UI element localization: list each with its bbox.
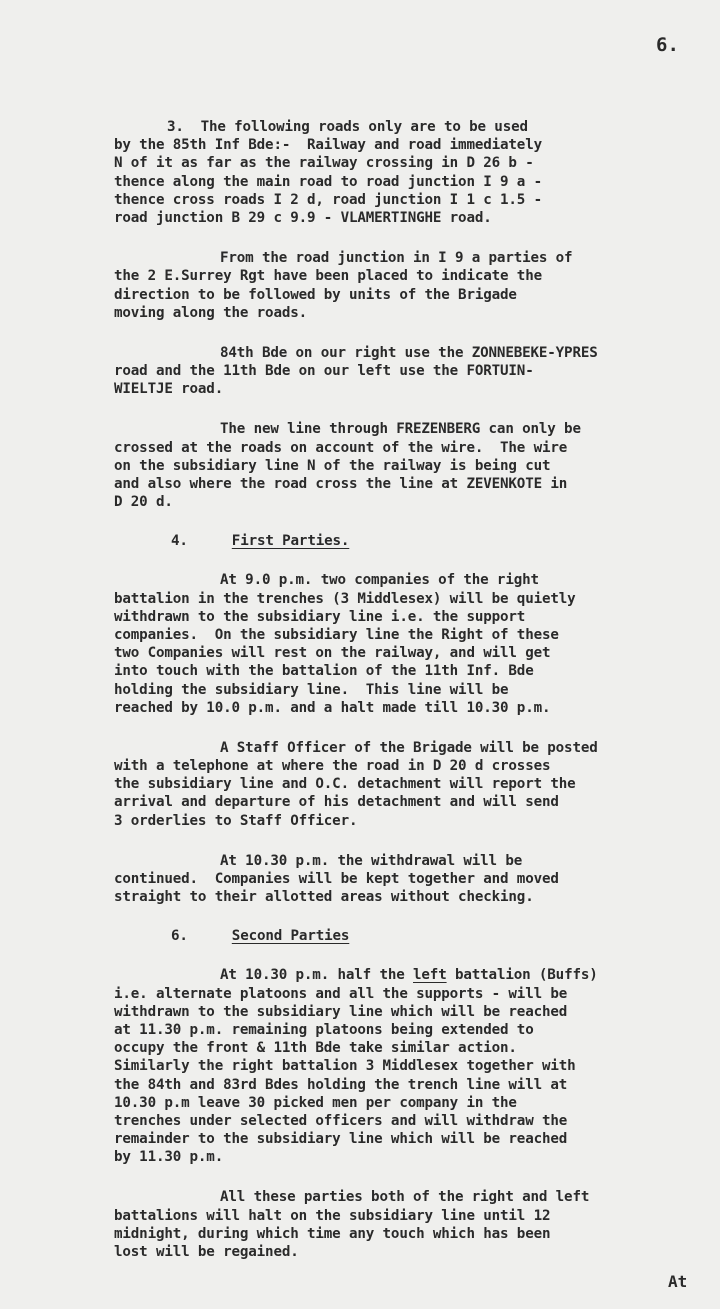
footer-catchword: At <box>668 1272 688 1291</box>
text-line: A Staff Officer of the Brigade will be posted <box>220 739 598 756</box>
text-line: All these parties both of the right and left <box>220 1189 590 1206</box>
text-line: At 10.30 p.m. half the left battalion (Buffs) <box>220 967 598 984</box>
paragraph-road-junction <box>114 249 714 322</box>
text-line: The new line through FREZENBERG can only be <box>220 421 581 438</box>
text-line: direction to be followed by units of the Brigade <box>114 286 517 303</box>
text-line: withdrawn to the subsidiary line which will be reached <box>114 1003 568 1020</box>
paragraph-staff-officer <box>114 739 714 830</box>
text-line: road and the 11th Bde on our left use the FORTUIN- <box>114 363 534 380</box>
page-number: 6. <box>656 34 679 56</box>
text-line: N of it as far as the railway crossing in D 26 b - <box>114 155 534 172</box>
text-line: 10.30 p.m leave 30 picked men per company in the <box>114 1094 517 1111</box>
text-line: into touch with the battalion of the 11th Inf. Bde <box>114 663 534 680</box>
text-line: thence cross roads I 2 d, road junction I 1 c 1.5 - <box>114 191 542 208</box>
text-line: by the 85th Inf Bde:- Railway and road immediately <box>114 137 542 154</box>
text-line: remainder to the subsidiary line which will be reached <box>114 1131 568 1148</box>
paragraph-9pm <box>114 571 714 717</box>
text-line: the 2 E.Surrey Rgt have been placed to indicate the <box>114 268 542 285</box>
underlined-word: left <box>413 967 447 984</box>
text-line: midnight, during which time any touch which has been <box>114 1225 551 1242</box>
text-line: by 11.30 p.m. <box>114 1149 224 1166</box>
text-line: 3. The following roads only are to be used <box>167 119 528 135</box>
text-line: and also where the road cross the line at ZEVENKOTE in <box>114 476 568 492</box>
section-3 <box>114 118 714 227</box>
text-line: at 11.30 p.m. remaining platoons being extended to <box>114 1021 534 1038</box>
text-line: reached by 10.0 p.m. and a halt made till 10.30 p.m. <box>114 699 551 716</box>
paragraph-new-line <box>114 420 714 511</box>
text-line: WIELTJE road. <box>114 381 224 398</box>
text-line: i.e. alternate platoons and all the supports - will be <box>114 985 568 1002</box>
text-line: straight to their allotted areas without checking. <box>114 889 534 906</box>
text-line: D 20 d. <box>114 494 173 511</box>
text-line: the 84th and 83rd Bdes holding the trench line will at <box>114 1076 568 1093</box>
text-line: From the road junction in I 9 a parties of <box>220 250 573 267</box>
text-line: Similarly the right battalion 3 Middlesex together with <box>114 1058 576 1075</box>
section-heading: First Parties. <box>231 533 350 550</box>
text-line: moving along the roads. <box>114 304 308 321</box>
text-line: At 9.0 p.m. two companies of the right <box>220 572 539 589</box>
text-line: 84th Bde on our right use the ZONNEBEKE-YPRES <box>220 344 598 361</box>
text-line: occupy the front & 11th Bde take similar action. <box>114 1040 517 1057</box>
paragraph-all-parties <box>114 1188 714 1261</box>
text-line: companies. On the subsidiary line the Right of these <box>114 626 559 643</box>
text-line: holding the subsidiary line. This line will be <box>114 681 509 698</box>
text-line: with a telephone at where the road in D 20 d crosses <box>114 758 551 775</box>
text-line: lost will be regained. <box>114 1244 299 1260</box>
paragraph-left-battalion <box>114 966 714 1166</box>
section-number: 3. <box>167 119 184 135</box>
text-line: 3 orderlies to Staff Officer. <box>114 812 358 829</box>
text-line: two Companies will rest on the railway, and will get <box>114 645 551 662</box>
text-line: thence along the main road to road junction I 9 a - <box>114 173 542 190</box>
text-line: arrival and departure of his detachment and will send <box>114 794 559 811</box>
section-4-heading <box>114 529 714 553</box>
text-line: battalions will halt on the subsidiary line until 12 <box>114 1207 551 1224</box>
section-heading: Second Parties <box>231 928 350 945</box>
text-line: withdrawn to the subsidiary line i.e. the support <box>114 608 526 625</box>
section-number: 6. <box>171 928 188 945</box>
section-6-heading <box>114 924 714 948</box>
text-line: crossed at the roads on account of the wire. The wire <box>114 439 568 456</box>
text-line: trenches under selected officers and will withdraw the <box>114 1112 568 1129</box>
paragraph-1030 <box>114 852 714 907</box>
section-number: 4. <box>171 533 188 550</box>
text-line: At 10.30 p.m. the withdrawal will be <box>220 852 523 869</box>
text-line: continued. Companies will be kept together and moved <box>114 871 559 887</box>
text-line: battalion in the trenches (3 Middlesex) will be quietly <box>114 590 576 607</box>
document-body <box>114 118 714 1261</box>
text-line: road junction B 29 c 9.9 - VLAMERTINGHE road. <box>114 209 492 226</box>
paragraph-84th-bde <box>114 344 714 399</box>
text-line: on the subsidiary line N of the railway is being cut <box>114 457 551 474</box>
text-line: the subsidiary line and O.C. detachment will report the <box>114 776 576 793</box>
